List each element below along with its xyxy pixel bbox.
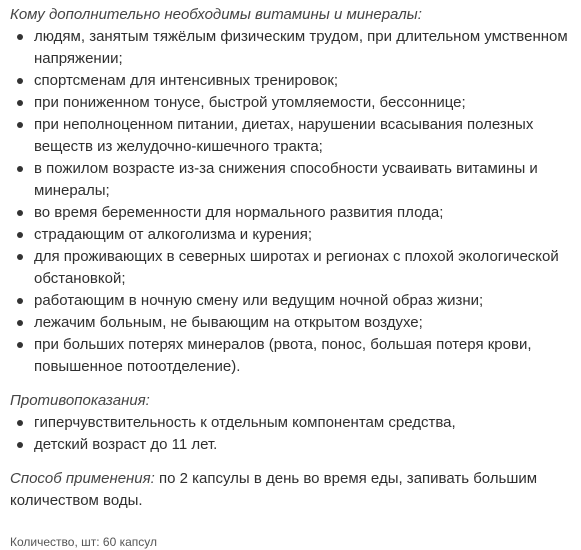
usage-label: Способ применения:	[10, 470, 155, 487]
contraindications-section	[10, 390, 571, 456]
quantity-info: Количество, шт: 60 капсул	[10, 535, 158, 549]
list-item: при неполноценном питании, диетах, нарушении всасывания полезных веществ из желудочно-кишечного тракта;	[34, 114, 571, 158]
list-item: лежачим больным, не бывающим на открытом воздухе;	[34, 312, 571, 334]
list-item: во время беременности для нормального развития плода;	[34, 202, 571, 224]
indications-list	[10, 26, 571, 378]
contraindications-heading: Противопоказания:	[10, 392, 150, 409]
indications-section	[10, 4, 571, 378]
list-item: в пожилом возрасте из-за снижения способности усваивать витамины и минералы;	[34, 158, 571, 202]
usage-text: по 2 капсулы в день во время еды, запивать большим количеством воды.	[10, 470, 538, 509]
list-item: страдающим от алкоголизма и курения;	[34, 224, 571, 246]
list-item: спортсменам для интенсивных тренировок;	[34, 70, 571, 92]
list-item: при пониженном тонусе, быстрой утомляемости, бессоннице;	[34, 92, 571, 114]
contraindications-list	[10, 412, 571, 456]
usage-section	[10, 468, 571, 512]
list-item: при больших потерях минералов (рвота, понос, большая потеря крови, повышенное потоотделение).	[34, 334, 571, 378]
list-item: для проживающих в северных широтах и регионах с плохой экологической обстановкой;	[34, 246, 571, 290]
indications-heading: Кому дополнительно необходимы витамины и минералы:	[10, 6, 422, 23]
list-item: людям, занятым тяжёлым физическим трудом, при длительном умственном напряжении;	[34, 26, 571, 70]
list-item: гиперчувствительность к отдельным компонентам средства,	[34, 412, 571, 434]
list-item: детский возраст до 11 лет.	[34, 434, 571, 456]
list-item: работающим в ночную смену или ведущим ночной образ жизни;	[34, 290, 571, 312]
